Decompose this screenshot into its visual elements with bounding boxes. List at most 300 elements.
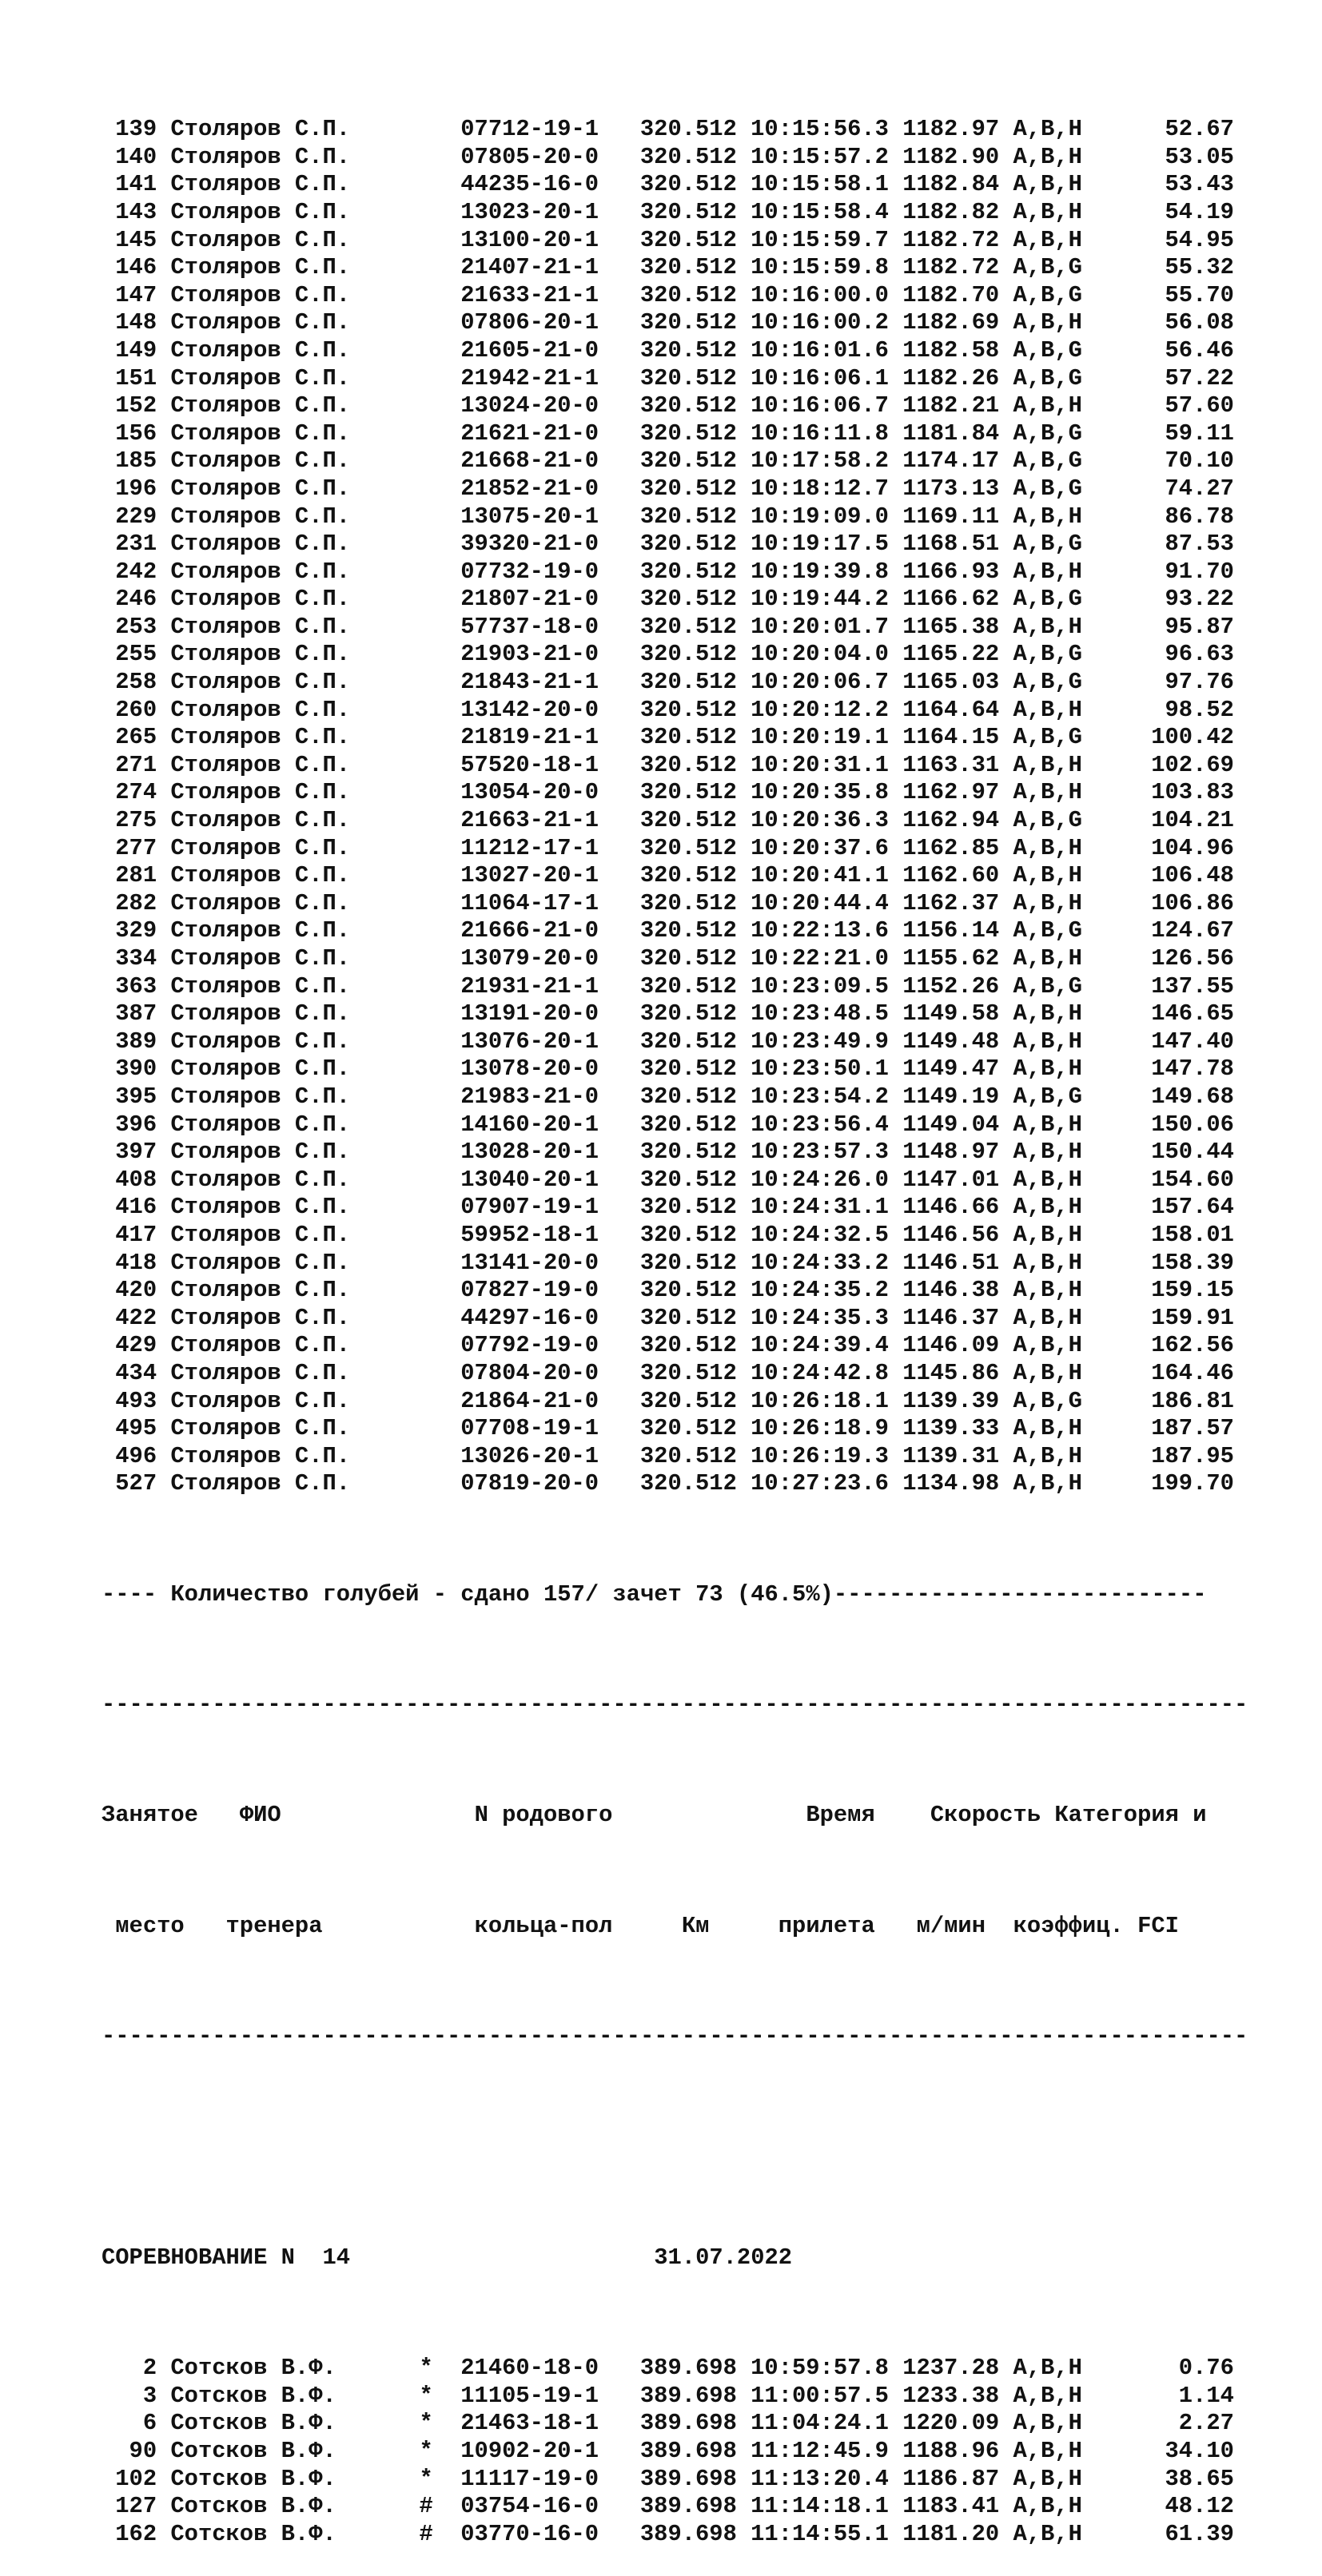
place-cell: 229 — [115, 503, 157, 530]
arrival-time: 10:24:35.2 — [751, 1277, 889, 1304]
trainer-name: Столяров С.П. — [170, 419, 351, 447]
table-row — [102, 1305, 1248, 1333]
trainer-name: Столяров С.П. — [170, 1083, 351, 1110]
distance-km: 320.512 — [639, 779, 737, 806]
distance-km: 320.512 — [639, 1304, 737, 1331]
table-row — [102, 171, 1248, 199]
ring-number: 57737-18-0 — [460, 613, 599, 640]
trainer-name: Столяров С.П. — [170, 972, 351, 1000]
fci-coefficient: 150.44 — [1151, 1139, 1234, 1166]
distance-km: 320.512 — [639, 972, 737, 1000]
fci-coefficient: 0.76 — [1178, 2355, 1234, 2382]
trainer-name: Столяров С.П. — [170, 862, 351, 889]
speed-value: 1182.72 — [902, 226, 1000, 253]
place-cell: 281 — [115, 862, 157, 889]
distance-km: 320.512 — [639, 1166, 737, 1193]
speed-value: 1165.22 — [902, 641, 1000, 668]
ring-number: 21463-18-1 — [460, 2410, 599, 2437]
fci-coefficient: 56.46 — [1165, 336, 1234, 364]
trainer-name: Столяров С.П. — [170, 447, 351, 475]
ring-number: 11064-17-1 — [460, 889, 599, 916]
distance-km: 320.512 — [639, 889, 737, 916]
place-cell: 151 — [115, 364, 157, 392]
place-cell: 387 — [115, 1000, 157, 1028]
trainer-name: Сотсков В.Ф. — [170, 2355, 336, 2382]
trainer-name: Столяров С.П. — [170, 1387, 351, 1414]
fci-coefficient: 91.70 — [1165, 558, 1234, 585]
distance-km: 320.512 — [639, 309, 737, 336]
fci-coefficient: 147.40 — [1151, 1028, 1234, 1055]
fci-coefficient: 54.19 — [1165, 198, 1234, 225]
trainer-name: Столяров С.П. — [170, 116, 351, 143]
table-row — [102, 2383, 1248, 2411]
table-row — [102, 1250, 1248, 1278]
fci-coefficient: 74.27 — [1165, 475, 1234, 502]
distance-km: 389.698 — [639, 2493, 737, 2520]
place-cell: 146 — [115, 254, 157, 281]
arrival-time: 10:24:26.0 — [751, 1166, 889, 1193]
fci-coefficient: 87.53 — [1165, 531, 1234, 558]
distance-km: 389.698 — [639, 2520, 737, 2547]
table-row — [102, 1443, 1248, 1471]
ring-number: 13040-20-1 — [460, 1166, 599, 1193]
distance-km: 320.512 — [639, 1359, 737, 1386]
arrival-time: 10:24:39.4 — [751, 1332, 889, 1359]
speed-value: 1186.87 — [902, 2465, 1000, 2492]
trainer-name: Столяров С.П. — [170, 1415, 351, 1442]
arrival-time: 10:19:17.5 — [751, 531, 889, 558]
table-row — [102, 614, 1248, 642]
table-row — [102, 447, 1248, 475]
category: A,B,H — [1013, 1332, 1082, 1359]
speed-value: 1139.39 — [902, 1387, 1000, 1414]
arrival-time: 10:23:09.5 — [751, 972, 889, 1000]
table-row — [102, 1055, 1248, 1083]
ring-number: 21807-21-0 — [460, 586, 599, 613]
ring-number: 11105-19-1 — [460, 2382, 599, 2409]
speed-value: 1164.15 — [902, 724, 1000, 751]
distance-km: 320.512 — [639, 669, 737, 696]
trainer-name: Столяров С.П. — [170, 669, 351, 696]
header-ring: N родового — [474, 1802, 613, 1829]
distance-km: 320.512 — [639, 1111, 737, 1138]
ring-number: 13024-20-0 — [460, 392, 599, 419]
fci-coefficient: 106.48 — [1151, 862, 1234, 889]
speed-value: 1162.97 — [902, 779, 1000, 806]
speed-value: 1182.97 — [902, 116, 1000, 143]
mark-cell: # — [419, 2493, 433, 2520]
arrival-time: 10:26:18.1 — [751, 1387, 889, 1414]
category: A,B,H — [1013, 2520, 1082, 2547]
arrival-time: 10:24:33.2 — [751, 1249, 889, 1276]
place-cell: 3 — [142, 2382, 157, 2409]
place-cell: 140 — [115, 143, 157, 170]
fci-coefficient: 106.86 — [1151, 889, 1234, 916]
arrival-time: 10:26:19.3 — [751, 1442, 889, 1469]
arrival-time: 10:22:21.0 — [751, 945, 889, 972]
ring-number: 21819-21-1 — [460, 724, 599, 751]
place-cell: 185 — [115, 447, 157, 475]
speed-value: 1164.64 — [902, 696, 1000, 723]
distance-km: 320.512 — [639, 1055, 737, 1083]
trainer-name: Столяров С.П. — [170, 1028, 351, 1055]
table-row — [102, 835, 1248, 863]
distance-km: 320.512 — [639, 558, 737, 585]
header-category: Категория и — [1054, 1802, 1207, 1829]
category: A,B,H — [1013, 1166, 1082, 1193]
speed-value: 1165.38 — [902, 613, 1000, 640]
speed-value: 1182.84 — [902, 171, 1000, 198]
arrival-time: 11:00:57.5 — [751, 2382, 889, 2409]
distance-km: 320.512 — [639, 143, 737, 170]
category: A,B,G — [1013, 724, 1082, 751]
results-report — [102, 61, 1248, 2576]
category: A,B,H — [1013, 558, 1082, 585]
ring-number: 03770-16-0 — [460, 2520, 599, 2547]
speed-value: 1145.86 — [902, 1359, 1000, 1386]
table-row — [102, 503, 1248, 531]
table-row — [102, 116, 1248, 144]
table-row — [102, 1194, 1248, 1222]
header-category-2: коэффиц. FCI — [1013, 1912, 1179, 1939]
speed-value: 1156.14 — [902, 917, 1000, 944]
ring-number: 07806-20-1 — [460, 309, 599, 336]
fci-coefficient: 52.67 — [1165, 116, 1234, 143]
place-cell: 389 — [115, 1028, 157, 1055]
place-cell: 420 — [115, 1277, 157, 1304]
table-row — [102, 807, 1248, 835]
fci-coefficient: 137.55 — [1151, 972, 1234, 1000]
trainer-name: Сотсков В.Ф. — [170, 2465, 336, 2492]
ring-number: 07708-19-1 — [460, 1415, 599, 1442]
table-row — [102, 2438, 1248, 2466]
summary-suffix: --------------------------- — [833, 1580, 1207, 1608]
ring-number: 07792-19-0 — [460, 1332, 599, 1359]
category: A,B,H — [1013, 309, 1082, 336]
arrival-time: 10:17:58.2 — [751, 447, 889, 475]
category: A,B,G — [1013, 807, 1082, 834]
arrival-time: 10:24:42.8 — [751, 1359, 889, 1386]
fci-coefficient: 57.22 — [1165, 364, 1234, 392]
trainer-name: Столяров С.П. — [170, 641, 351, 668]
fci-coefficient: 55.70 — [1165, 281, 1234, 308]
summary-text: Количество голубей - сдано 157/ зачет 73 (46.5%) — [170, 1580, 834, 1608]
arrival-time: 10:15:59.7 — [751, 226, 889, 253]
speed-value: 1182.90 — [902, 143, 1000, 170]
category: A,B,G — [1013, 1083, 1082, 1110]
trainer-name: Столяров С.П. — [170, 392, 351, 419]
speed-value: 1162.60 — [902, 862, 1000, 889]
table-row — [102, 1388, 1248, 1416]
trainer-name: Столяров С.П. — [170, 1332, 351, 1359]
place-cell: 275 — [115, 807, 157, 834]
arrival-time: 10:19:44.2 — [751, 586, 889, 613]
category: A,B,G — [1013, 281, 1082, 308]
category: A,B,G — [1013, 586, 1082, 613]
table-row — [102, 1139, 1248, 1167]
distance-km: 320.512 — [639, 419, 737, 447]
distance-km: 320.512 — [639, 1415, 737, 1442]
speed-value: 1155.62 — [902, 945, 1000, 972]
table-row — [102, 227, 1248, 255]
trainer-name: Столяров С.П. — [170, 779, 351, 806]
category: A,B,H — [1013, 751, 1082, 778]
trainer-name: Столяров С.П. — [170, 1277, 351, 1304]
speed-value: 1237.28 — [902, 2355, 1000, 2382]
trainer-name: Сотсков В.Ф. — [170, 2410, 336, 2437]
distance-km: 320.512 — [639, 364, 737, 392]
table-row — [102, 309, 1248, 337]
trainer-name: Столяров С.П. — [170, 917, 351, 944]
arrival-time: 10:23:56.4 — [751, 1111, 889, 1138]
arrival-time: 10:23:54.2 — [751, 1083, 889, 1110]
category: A,B,H — [1013, 503, 1082, 530]
place-cell: 417 — [115, 1221, 157, 1248]
table-row — [102, 2355, 1248, 2383]
ring-number: 21621-21-0 — [460, 419, 599, 447]
distance-km: 320.512 — [639, 447, 737, 475]
place-cell: 90 — [129, 2438, 157, 2465]
arrival-time: 11:14:55.1 — [751, 2520, 889, 2547]
ring-number: 21942-21-1 — [460, 364, 599, 392]
mark-cell: * — [419, 2410, 433, 2437]
arrival-time: 10:15:59.8 — [751, 254, 889, 281]
category: A,B,H — [1013, 1359, 1082, 1386]
table-row — [102, 1028, 1248, 1056]
arrival-time: 10:15:56.3 — [751, 116, 889, 143]
ring-number: 13100-20-1 — [460, 226, 599, 253]
speed-value: 1182.21 — [902, 392, 1000, 419]
category: A,B,H — [1013, 889, 1082, 916]
trainer-name: Столяров С.П. — [170, 834, 351, 861]
distance-km: 320.512 — [639, 945, 737, 972]
speed-value: 1148.97 — [902, 1139, 1000, 1166]
trainer-name: Столяров С.П. — [170, 1139, 351, 1166]
distance-km: 320.512 — [639, 1332, 737, 1359]
category: A,B,G — [1013, 419, 1082, 447]
trainer-name: Сотсков В.Ф. — [170, 2493, 336, 2520]
speed-value: 1166.93 — [902, 558, 1000, 585]
ring-number: 13026-20-1 — [460, 1442, 599, 1469]
trainer-name: Столяров С.П. — [170, 281, 351, 308]
category: A,B,H — [1013, 1055, 1082, 1083]
ring-number: 44297-16-0 — [460, 1304, 599, 1331]
speed-value: 1149.47 — [902, 1055, 1000, 1083]
ring-number: 07732-19-0 — [460, 558, 599, 585]
fci-coefficient: 38.65 — [1165, 2465, 1234, 2492]
distance-km: 320.512 — [639, 392, 737, 419]
trainer-name: Столяров С.П. — [170, 1221, 351, 1248]
arrival-time: 10:20:35.8 — [751, 779, 889, 806]
speed-value: 1149.48 — [902, 1028, 1000, 1055]
speed-value: 1162.37 — [902, 889, 1000, 916]
category: A,B,H — [1013, 1249, 1082, 1276]
trainer-name: Столяров С.П. — [170, 198, 351, 225]
table-row — [102, 641, 1248, 669]
place-cell: 434 — [115, 1359, 157, 1386]
arrival-time: 10:59:57.8 — [751, 2355, 889, 2382]
table-row — [102, 2493, 1248, 2521]
fci-coefficient: 53.43 — [1165, 171, 1234, 198]
results-table-top — [102, 116, 1248, 1498]
arrival-time: 10:20:31.1 — [751, 751, 889, 778]
category: A,B,H — [1013, 1442, 1082, 1469]
distance-km: 320.512 — [639, 503, 737, 530]
ring-number: 57520-18-1 — [460, 751, 599, 778]
fci-coefficient: 104.21 — [1151, 807, 1234, 834]
trainer-name: Сотсков В.Ф. — [170, 2520, 336, 2547]
distance-km: 320.512 — [639, 807, 737, 834]
fci-coefficient: 98.52 — [1165, 696, 1234, 723]
speed-value: 1146.51 — [902, 1249, 1000, 1276]
ring-number: 07907-19-1 — [460, 1194, 599, 1221]
table-row — [102, 2521, 1248, 2549]
place-cell: 196 — [115, 475, 157, 502]
place-cell: 139 — [115, 116, 157, 143]
header-km: Км — [681, 1912, 710, 1939]
arrival-time: 10:20:01.7 — [751, 613, 889, 640]
arrival-time: 10:23:50.1 — [751, 1055, 889, 1083]
category: A,B,H — [1013, 613, 1082, 640]
ring-number: 21633-21-1 — [460, 281, 599, 308]
ring-number: 07804-20-0 — [460, 1359, 599, 1386]
results-table-bottom — [102, 2355, 1248, 2548]
table-row — [102, 586, 1248, 614]
ring-number: 44235-16-0 — [460, 171, 599, 198]
fci-coefficient: 59.11 — [1165, 419, 1234, 447]
speed-value: 1162.94 — [902, 807, 1000, 834]
table-row — [102, 973, 1248, 1001]
fci-coefficient: 93.22 — [1165, 586, 1234, 613]
arrival-time: 10:24:35.3 — [751, 1304, 889, 1331]
place-cell: 265 — [115, 724, 157, 751]
distance-km: 389.698 — [639, 2355, 737, 2382]
trainer-name: Столяров С.П. — [170, 143, 351, 170]
arrival-time: 10:16:01.6 — [751, 336, 889, 364]
ring-number: 14160-20-1 — [460, 1111, 599, 1138]
category: A,B,H — [1013, 2410, 1082, 2437]
divider: ----------------------------------------------------------------------------------- — [102, 1691, 1248, 1719]
ring-number: 13191-20-0 — [460, 1000, 599, 1028]
category: A,B,H — [1013, 1415, 1082, 1442]
ring-number: 10902-20-1 — [460, 2438, 599, 2465]
place-cell: 260 — [115, 696, 157, 723]
distance-km: 320.512 — [639, 586, 737, 613]
table-row — [102, 1111, 1248, 1139]
category: A,B,G — [1013, 669, 1082, 696]
arrival-time: 10:19:39.8 — [751, 558, 889, 585]
arrival-time: 10:16:11.8 — [751, 419, 889, 447]
ring-number: 13023-20-1 — [460, 198, 599, 225]
trainer-name: Столяров С.П. — [170, 1055, 351, 1083]
place-cell: 149 — [115, 336, 157, 364]
category: A,B,H — [1013, 1139, 1082, 1166]
speed-value: 1146.66 — [902, 1194, 1000, 1221]
ring-number: 21983-21-0 — [460, 1083, 599, 1110]
table-row — [102, 862, 1248, 890]
fci-coefficient: 102.69 — [1151, 751, 1234, 778]
fci-coefficient: 100.42 — [1151, 724, 1234, 751]
category: A,B,H — [1013, 1028, 1082, 1055]
place-cell: 242 — [115, 558, 157, 585]
place-cell: 395 — [115, 1083, 157, 1110]
summary-line — [102, 1581, 1248, 1609]
category: A,B,G — [1013, 641, 1082, 668]
arrival-time: 10:20:41.1 — [751, 862, 889, 889]
category: A,B,G — [1013, 972, 1082, 1000]
speed-value: 1182.82 — [902, 198, 1000, 225]
arrival-time: 10:19:09.0 — [751, 503, 889, 530]
place-cell: 143 — [115, 198, 157, 225]
header-name-2: тренера — [225, 1912, 323, 1939]
distance-km: 320.512 — [639, 171, 737, 198]
speed-value: 1169.11 — [902, 503, 1000, 530]
competition-date: 31.07.2022 — [654, 2244, 793, 2271]
place-cell: 141 — [115, 171, 157, 198]
place-cell: 271 — [115, 751, 157, 778]
trainer-name: Сотсков В.Ф. — [170, 2382, 336, 2409]
fci-coefficient: 126.56 — [1151, 945, 1234, 972]
category: A,B,H — [1013, 2438, 1082, 2465]
distance-km: 320.512 — [639, 917, 737, 944]
mark-cell: * — [419, 2382, 433, 2409]
distance-km: 320.512 — [639, 1221, 737, 1248]
fci-coefficient: 154.60 — [1151, 1166, 1234, 1193]
table-row — [102, 199, 1248, 227]
trainer-name: Столяров С.П. — [170, 254, 351, 281]
arrival-time: 11:04:24.1 — [751, 2410, 889, 2437]
ring-number: 13075-20-1 — [460, 503, 599, 530]
category: A,B,H — [1013, 779, 1082, 806]
trainer-name: Столяров С.П. — [170, 1442, 351, 1469]
distance-km: 320.512 — [639, 116, 737, 143]
ring-number: 21931-21-1 — [460, 972, 599, 1000]
arrival-time: 11:13:20.4 — [751, 2465, 889, 2492]
table-row — [102, 1222, 1248, 1250]
category: A,B,G — [1013, 336, 1082, 364]
speed-value: 1165.03 — [902, 669, 1000, 696]
place-cell: 408 — [115, 1166, 157, 1193]
distance-km: 320.512 — [639, 751, 737, 778]
arrival-time: 10:24:32.5 — [751, 1221, 889, 1248]
fci-coefficient: 186.81 — [1151, 1387, 1234, 1414]
speed-value: 1182.70 — [902, 281, 1000, 308]
fci-coefficient: 2.27 — [1178, 2410, 1234, 2437]
table-row — [102, 282, 1248, 310]
competition-number: 14 — [322, 2244, 351, 2271]
fci-coefficient: 86.78 — [1165, 503, 1234, 530]
table-row — [102, 365, 1248, 393]
arrival-time: 10:16:00.0 — [751, 281, 889, 308]
speed-value: 1182.58 — [902, 336, 1000, 364]
category: A,B,G — [1013, 917, 1082, 944]
ring-number: 07805-20-0 — [460, 143, 599, 170]
arrival-time: 10:15:58.1 — [751, 171, 889, 198]
header-name: ФИО — [239, 1802, 281, 1829]
header-ring-2: кольца-пол — [474, 1912, 613, 1939]
category: A,B,H — [1013, 2465, 1082, 2492]
category: A,B,G — [1013, 254, 1082, 281]
trainer-name: Столяров С.П. — [170, 807, 351, 834]
speed-value: 1182.26 — [902, 364, 1000, 392]
place-cell: 231 — [115, 531, 157, 558]
place-cell: 156 — [115, 419, 157, 447]
category: A,B,H — [1013, 2382, 1082, 2409]
distance-km: 320.512 — [639, 1194, 737, 1221]
speed-value: 1149.19 — [902, 1083, 1000, 1110]
distance-km: 320.512 — [639, 1000, 737, 1028]
table-row — [102, 1083, 1248, 1111]
